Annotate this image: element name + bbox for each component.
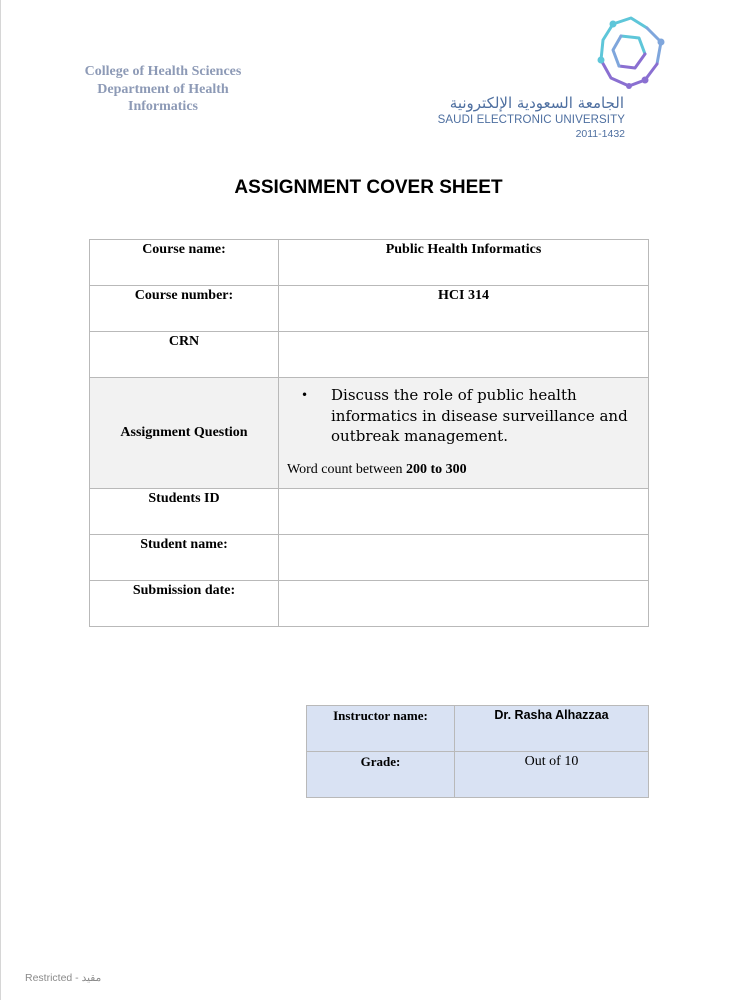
assignment-question-label: Assignment Question xyxy=(90,378,279,489)
table-row xyxy=(90,332,649,378)
course-name-value: Public Health Informatics xyxy=(279,240,649,286)
department-heading xyxy=(70,63,256,116)
student-name-label: Student name: xyxy=(90,535,279,581)
course-number-label: Course number: xyxy=(90,286,279,332)
students-id-field[interactable] xyxy=(279,489,649,535)
grade-value: Out of 10 xyxy=(455,752,649,798)
bullet-icon: • xyxy=(301,388,309,402)
table-row xyxy=(307,706,649,752)
grade-label: Grade: xyxy=(307,752,455,798)
seu-emblem-icon xyxy=(595,14,667,94)
table-row xyxy=(90,286,649,332)
word-count-prefix: Word count between xyxy=(287,461,406,477)
table-row xyxy=(307,752,649,798)
university-years: 2011-1432 xyxy=(575,128,625,140)
department-line: College of Health Sciences xyxy=(84,64,242,79)
cover-table xyxy=(89,239,649,627)
assignment-question-text: Discuss the role of public health informatics in disease surveillance and outbreak management. xyxy=(331,386,628,445)
classification-footer: Restricted - مقيد xyxy=(25,972,102,984)
course-number-value: HCI 314 xyxy=(279,286,649,332)
page-title: ASSIGNMENT COVER SHEET xyxy=(234,177,503,198)
university-name-english: SAUDI ELECTRONIC UNIVERSITY xyxy=(437,114,625,126)
word-count-range: 200 to 300 xyxy=(406,461,467,477)
assignment-question-cell xyxy=(279,378,649,489)
crn-field[interactable] xyxy=(279,332,649,378)
page-edge xyxy=(0,0,1,1000)
university-name-arabic: الجامعة السعودية الإلكترونية xyxy=(449,94,624,112)
instructor-name-value: Dr. Rasha Alhazzaa xyxy=(455,706,649,752)
submission-date-field[interactable] xyxy=(279,581,649,627)
crn-label: CRN xyxy=(90,332,279,378)
table-row xyxy=(90,489,649,535)
department-line: Department of Health xyxy=(97,81,229,97)
assignment-question-bullet xyxy=(287,385,640,447)
table-row xyxy=(90,378,649,489)
instructor-name-label: Instructor name: xyxy=(307,706,455,752)
course-name-label: Course name: xyxy=(90,240,279,286)
table-row xyxy=(90,535,649,581)
university-logo xyxy=(437,14,670,144)
grade-table xyxy=(306,705,649,798)
student-name-field[interactable] xyxy=(279,535,649,581)
word-count xyxy=(287,462,640,478)
students-id-label: Students ID xyxy=(90,489,279,535)
table-row xyxy=(90,240,649,286)
submission-date-label: Submission date: xyxy=(90,581,279,627)
department-line: Informatics xyxy=(128,99,198,114)
table-row xyxy=(90,581,649,627)
